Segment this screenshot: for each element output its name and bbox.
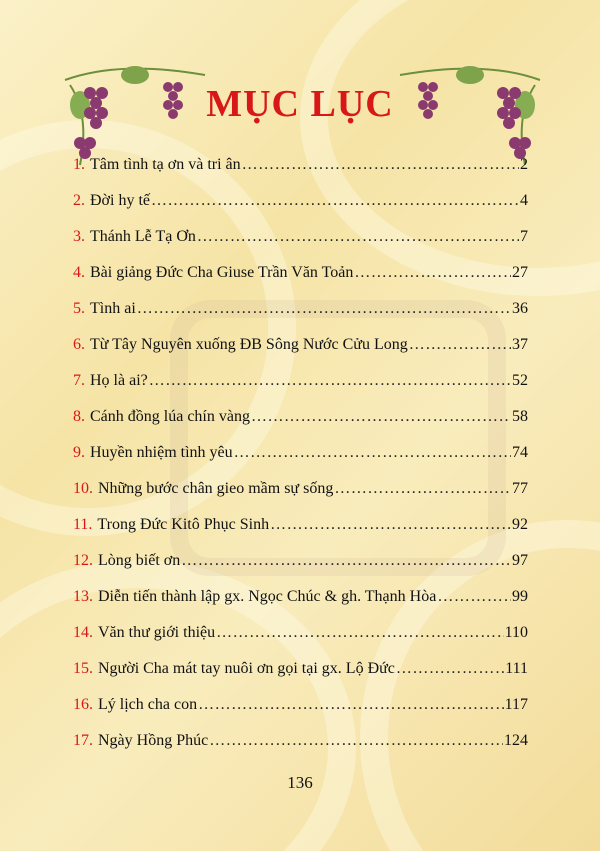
toc-item[interactable]	[73, 546, 528, 582]
toc-item-label: Thánh Lễ Tạ Ơn	[90, 228, 196, 245]
toc-item[interactable]	[73, 618, 528, 654]
toc-item-page: 99	[512, 588, 528, 605]
toc-item-number: 10.	[73, 480, 93, 497]
toc-item-label: Cánh đồng lúa chín vàng	[90, 408, 250, 425]
toc-item-number: 8.	[73, 408, 85, 425]
toc-item-number: 14.	[73, 624, 93, 641]
toc-item-page: 58	[512, 408, 528, 425]
toc-item-label: Ngày Hồng Phúc	[98, 732, 209, 749]
toc-item-label: Văn thư giới thiệu	[98, 624, 216, 641]
page-title: MỤC LỤC	[206, 83, 394, 125]
toc-dot-leader	[396, 654, 504, 684]
page-number: 136	[287, 773, 313, 792]
toc-dot-leader	[216, 618, 503, 648]
toc-item-label: Diễn tiến thành lập gx. Ngọc Chúc & gh. Thạnh Hòa	[98, 588, 437, 605]
toc-item-number: 15.	[73, 660, 93, 677]
toc-item-label: Tình ai	[90, 300, 136, 317]
toc-item-label: Những bước chân gieo mầm sự sống	[98, 480, 334, 497]
toc-item[interactable]	[73, 258, 528, 294]
toc-item[interactable]	[73, 510, 528, 546]
toc-item-number: 4.	[73, 264, 85, 281]
toc-item-label: Trong Đức Kitô Phục Sinh	[97, 516, 270, 533]
toc-item-number: 17.	[73, 732, 93, 749]
toc-item-page: 111	[505, 660, 528, 677]
toc-item[interactable]	[73, 186, 528, 222]
toc-item[interactable]	[73, 366, 528, 402]
toc-item[interactable]	[73, 222, 528, 258]
toc-item-number: 2.	[73, 192, 85, 209]
toc-item-number: 7.	[73, 372, 85, 389]
toc-item-page: 36	[512, 300, 528, 317]
toc-dot-leader	[198, 690, 504, 720]
toc-item-number: 5.	[73, 300, 85, 317]
toc-item-label: Tâm tình tạ ơn và tri ân	[90, 156, 241, 173]
toc-item-page: 52	[512, 372, 528, 389]
toc-item[interactable]	[73, 474, 528, 510]
toc-item-number: 11.	[73, 516, 93, 533]
toc-item-label: Người Cha mát tay nuôi ơn gọi tại gx. Lộ Đức	[98, 660, 395, 677]
toc-item[interactable]	[73, 330, 528, 366]
toc-item-page: 92	[512, 516, 528, 533]
table-of-contents	[73, 150, 528, 762]
toc-item-page: 97	[512, 552, 528, 569]
toc-item-label: Họ là ai?	[90, 372, 148, 389]
toc-item-page: 77	[512, 480, 528, 497]
toc-item-page: 124	[504, 732, 528, 749]
toc-dot-leader	[181, 546, 511, 576]
toc-item[interactable]	[73, 690, 528, 726]
toc-item-page: 110	[504, 624, 528, 641]
toc-dot-leader	[409, 330, 511, 360]
toc-item-page: 7	[520, 228, 528, 245]
toc-item-page: 74	[512, 444, 528, 461]
toc-item-page: 117	[504, 696, 528, 713]
toc-item-page: 27	[512, 264, 528, 281]
toc-dot-leader	[149, 366, 511, 396]
toc-item-label: Lòng biết ơn	[98, 552, 181, 569]
toc-item-number: 6.	[73, 336, 85, 353]
toc-item[interactable]	[73, 438, 528, 474]
toc-item-label: Đời hy tế	[90, 192, 151, 209]
toc-dot-leader	[437, 582, 511, 612]
toc-item-number: 13.	[73, 588, 93, 605]
toc-dot-leader	[242, 150, 519, 180]
toc-item-label: Huyền nhiệm tình yêu	[90, 444, 233, 461]
toc-item[interactable]	[73, 294, 528, 330]
toc-item-page: 37	[512, 336, 528, 353]
toc-dot-leader	[334, 474, 511, 504]
toc-item-number: 16.	[73, 696, 93, 713]
toc-item-label: Bài giảng Đức Cha Giuse Trần Văn Toản	[90, 264, 354, 281]
toc-dot-leader	[209, 726, 503, 756]
toc-item-page: 4	[520, 192, 528, 209]
toc-item-number: 1.	[73, 156, 85, 173]
toc-item-number: 3.	[73, 228, 85, 245]
toc-item[interactable]	[73, 654, 528, 690]
toc-item-number: 12.	[73, 552, 93, 569]
toc-item[interactable]	[73, 402, 528, 438]
toc-dot-leader	[354, 258, 511, 288]
toc-item[interactable]	[73, 150, 528, 186]
toc-dot-leader	[270, 510, 511, 540]
toc-dot-leader	[251, 402, 511, 432]
toc-item-label: Lý lịch cha con	[98, 696, 198, 713]
toc-dot-leader	[137, 294, 511, 324]
toc-item-number: 9.	[73, 444, 85, 461]
toc-item-label: Từ Tây Nguyên xuống ĐB Sông Nước Cửu Long	[90, 336, 408, 353]
toc-dot-leader	[197, 222, 519, 252]
toc-item[interactable]	[73, 582, 528, 618]
toc-item[interactable]	[73, 726, 528, 762]
toc-dot-leader	[234, 438, 511, 468]
toc-item-page: 2	[520, 156, 528, 173]
toc-dot-leader	[151, 186, 519, 216]
